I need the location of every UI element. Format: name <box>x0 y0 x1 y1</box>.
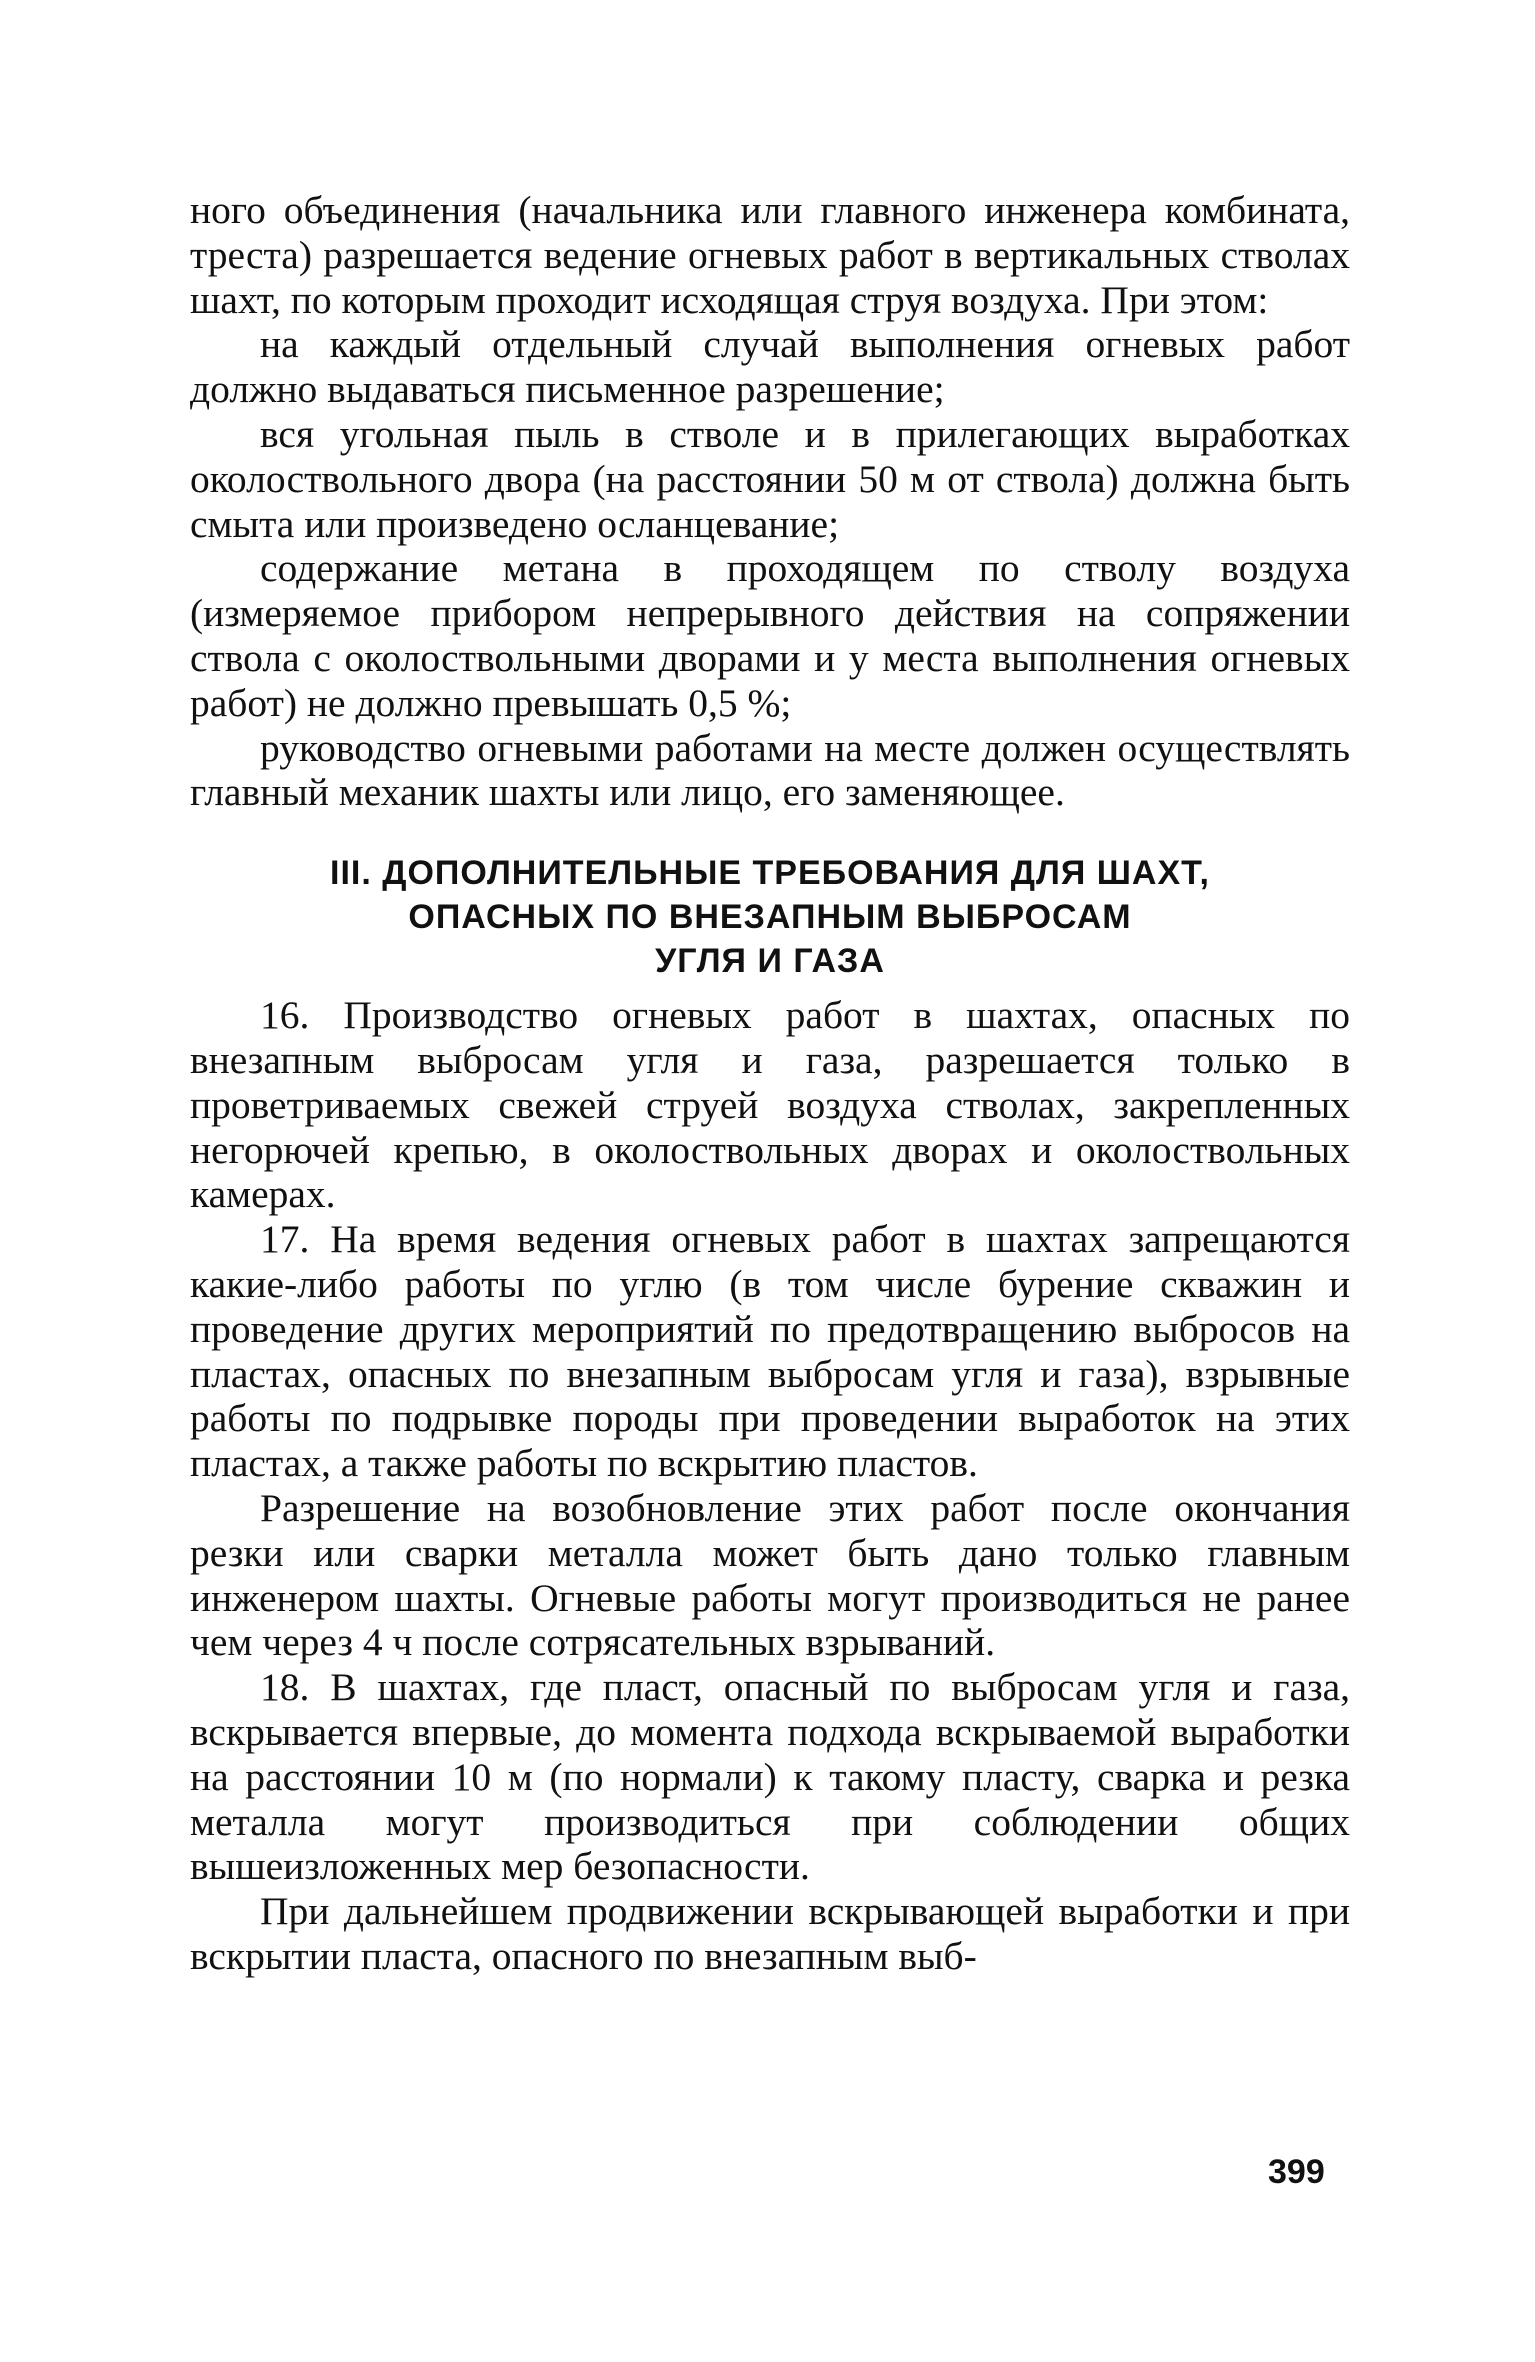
paragraph: на каждый отдельный случай выполнения огневых работ должно выдаваться письменное разрешение; <box>190 322 1350 412</box>
section-heading-line: УГЛЯ И ГАЗА <box>655 942 885 981</box>
paragraph: руководство огневыми работами на месте должен осуществлять главный механик шахты или лицо, его заменяющее. <box>190 725 1350 815</box>
paragraph: ного объединения (начальника или главного инженера комбината, треста) разрешается ведение огневых работ в вертикальных стволах шахт, по которым проходит исходящая струя воздуха. При этом: <box>190 188 1350 322</box>
paragraph: Разрешение на возобновление этих работ после окончания резки или сварки металла может быть дано только главным инженером шахты. Огневые работы могут производиться не ранее чем через 4 ч после сотрясательных взрываний. <box>190 1485 1350 1665</box>
paragraph: вся угольная пыль в стволе и в прилегающих выработках околоствольного двора (на расстоянии 50 м от ствола) должна быть смыта или произведено осланцевание; <box>190 411 1350 546</box>
paragraph: содержание метана в проходящем по стволу воздуха (измеряемое прибором непрерывного действия на сопряжении ствола с околоствольными дворами и у места выполнения огневых работ) не должно превышать 0,5 %; <box>190 546 1350 725</box>
page-number: 399 <box>1268 2153 1325 2191</box>
section-heading-line: ОПАСНЫХ ПО ВНЕЗАПНЫМ ВЫБРОСАМ <box>408 898 1132 937</box>
page-body <box>190 188 1350 1979</box>
paragraph-item-16: 16. Производство огневых работ в шахтах, опасных по внезапным выбросам угля и газа, разрешается только в проветриваемых свежей струей воздуха стволах, закрепленных негорючей крепью, в околоствольных дворах и околоствольных камерах. <box>190 993 1350 1217</box>
section-heading-line: III. ДОПОЛНИТЕЛЬНЫЕ ТРЕБОВАНИЯ ДЛЯ ШАХТ, <box>330 854 1210 893</box>
paragraph: При дальнейшем продвижении вскрывающей выработки и при вскрытии пласта, опасного по внезапным выб- <box>190 1889 1350 1978</box>
paragraph-item-18: 18. В шахтах, где пласт, опасный по выбросам угля и газа, вскрывается впервые, до момента подхода вскрываемой выработки на расстоянии 10 м (по нормали) к такому пласту, сварка и резка металла могут производиться при соблюдении общих вышеизложенных мер безопасности. <box>190 1665 1350 1889</box>
section-heading <box>190 851 1350 983</box>
paragraph-item-17: 17. На время ведения огневых работ в шахтах запрещаются какие-либо работы по углю (в том числе бурение скважин и проведение других мероприятий по предотвращению выбросов на пластах, опасных по внезапным выбросам угля и газа), взрывные работы по подрывке породы при проведении выработок на этих пластах, а также работы по вскрытию пластов. <box>190 1217 1350 1486</box>
